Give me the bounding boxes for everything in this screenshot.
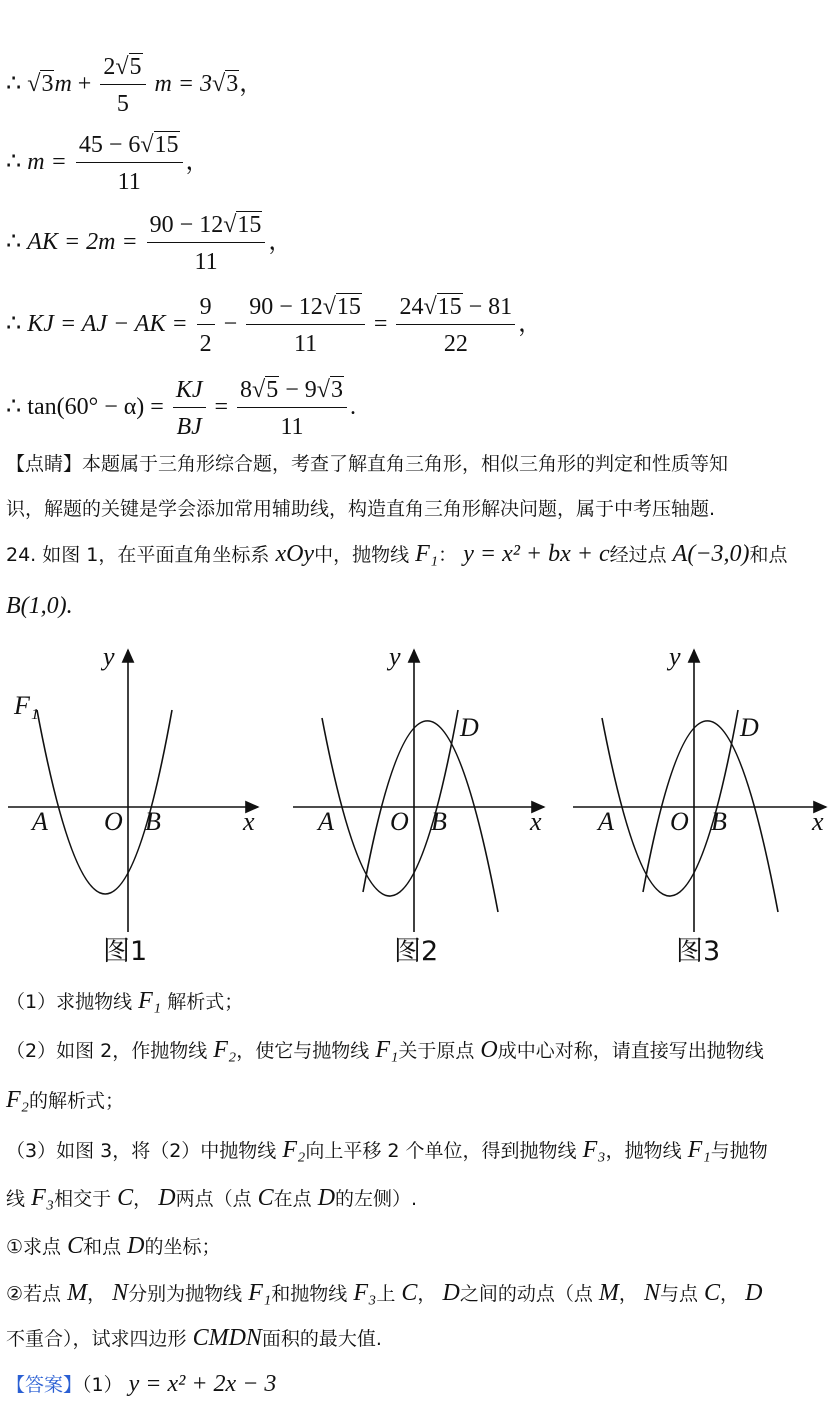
eq-line-4: ∴ KJ = AJ − AK = $\frac{9}{2}$ − $\frac{90 - 12√15}{11}$ = $\frac{24√15 - 81}{22}$ ， (6, 294, 543, 357)
fig1-x-label: x (243, 807, 255, 836)
fig1-y-label: y (103, 642, 115, 671)
fig1-f1-label: F₁ (14, 691, 39, 720)
answer-line: 【答案】（1） y = x² + 2x − 3 (6, 1371, 277, 1397)
fraction: $\frac{90 - 12√15}{11}$ (147, 210, 266, 277)
fig2-parabola-f1 (322, 710, 458, 896)
eq-line-3: ∴ AK = 2m = $\frac{90 - 12√15}{11}$ ， (6, 212, 293, 275)
fig1-b-label: B (145, 807, 161, 836)
fig3-y-label: y (669, 642, 681, 671)
fraction: $\frac{8√5 - 9√3}{11}$ (237, 375, 347, 442)
fig2-a-label: A (318, 807, 334, 836)
question-3-line-2: 线 F₃相交于 C， D两点（点 C在点 D的左侧）. (6, 1185, 418, 1211)
fig3-a-label: A (598, 807, 614, 836)
comment-line-1: 【点睛】本题属于三角形综合题，考查了解直角三角形，相似三角形的判定和性质等知 (6, 453, 729, 475)
fraction: $\frac{24√15 - 81}{22}$ (396, 292, 515, 359)
eq-line-1: ∴ √3m + $\frac{2√5}{5}$ m = 3√3， (6, 54, 264, 117)
question-1: （1）求抛物线 F₁ 解析式； (6, 988, 244, 1014)
fraction: $\frac{2√5}{5}$ (100, 52, 145, 119)
fig1-caption: 图1 (103, 936, 148, 967)
fig3-o-label: O (670, 807, 689, 836)
fig2-d-label: D (460, 713, 479, 742)
question-2-line-2: F₂的解析式； (6, 1087, 125, 1113)
fig3-b-label: B (711, 807, 727, 836)
sub-question-2-line-1: ②若点 M， N分别为抛物线 F₁和抛物线 F₃上 C， D之间的动点（点 M， N与点 C， D (6, 1280, 763, 1306)
fraction: $\frac{KJ}{BJ}$ (173, 375, 206, 442)
fig2-b-label: B (431, 807, 447, 836)
fig3-x-label: x (812, 807, 824, 836)
eq-line-5: ∴ tan(60° − α) = $\frac{KJ}{BJ}$ = $\frac{8√5 - 9√3}{11}$ . (6, 377, 356, 440)
fig2-y-label: y (389, 642, 401, 671)
fig3-caption: 图3 (676, 936, 721, 967)
answer-label: 【答案】 (6, 1374, 83, 1396)
fig3-d-label: D (740, 713, 759, 742)
problem-line-2: B(1,0). (6, 593, 73, 619)
eq-line-2: ∴ m = $\frac{45 - 6√15}{11}$ ， (6, 132, 210, 195)
fig1-o-label: O (104, 807, 123, 836)
question-2-line-1: （2）如图 2，作抛物线 F₂，使它与抛物线 F₁关于原点 O成中心对称，请直接写出抛物线 (6, 1037, 764, 1063)
fig3-parabola-f1 (602, 710, 738, 896)
fig2-caption: 图2 (394, 936, 439, 967)
fraction: $\frac{90 - 12√15}{11}$ (246, 292, 365, 359)
question-3-line-1: （3）如图 3，将（2）中抛物线 F₂向上平移 2 个单位，得到抛物线 F₃，抛物线 F₁与抛物 (6, 1137, 768, 1163)
fig1-parabola-f1 (37, 710, 172, 894)
sub-question-1: ①求点 C和点 D的坐标； (6, 1233, 221, 1259)
sub-question-2-line-2: 不重合），试求四边形 CMDN面积的最大值. (6, 1325, 382, 1351)
fraction: $\frac{45 - 6√15}{11}$ (76, 130, 183, 197)
fig2-o-label: O (390, 807, 409, 836)
problem-line-1: 24. 如图 1，在平面直角坐标系 xOy中，抛物线 F₁： y = x² + bx + c经过点 A(−3,0)和点 (6, 541, 788, 567)
comment-line-2: 识，解题的关键是学会添加常用辅助线，构造直角三角形解决问题，属于中考压轴题. (6, 498, 716, 520)
fraction: $\frac{9}{2}$ (197, 292, 215, 359)
parabola-figures (0, 630, 840, 975)
fig2-x-label: x (530, 807, 542, 836)
fig1-a-label: A (32, 807, 48, 836)
therefore-symbol: ∴ (6, 71, 22, 98)
